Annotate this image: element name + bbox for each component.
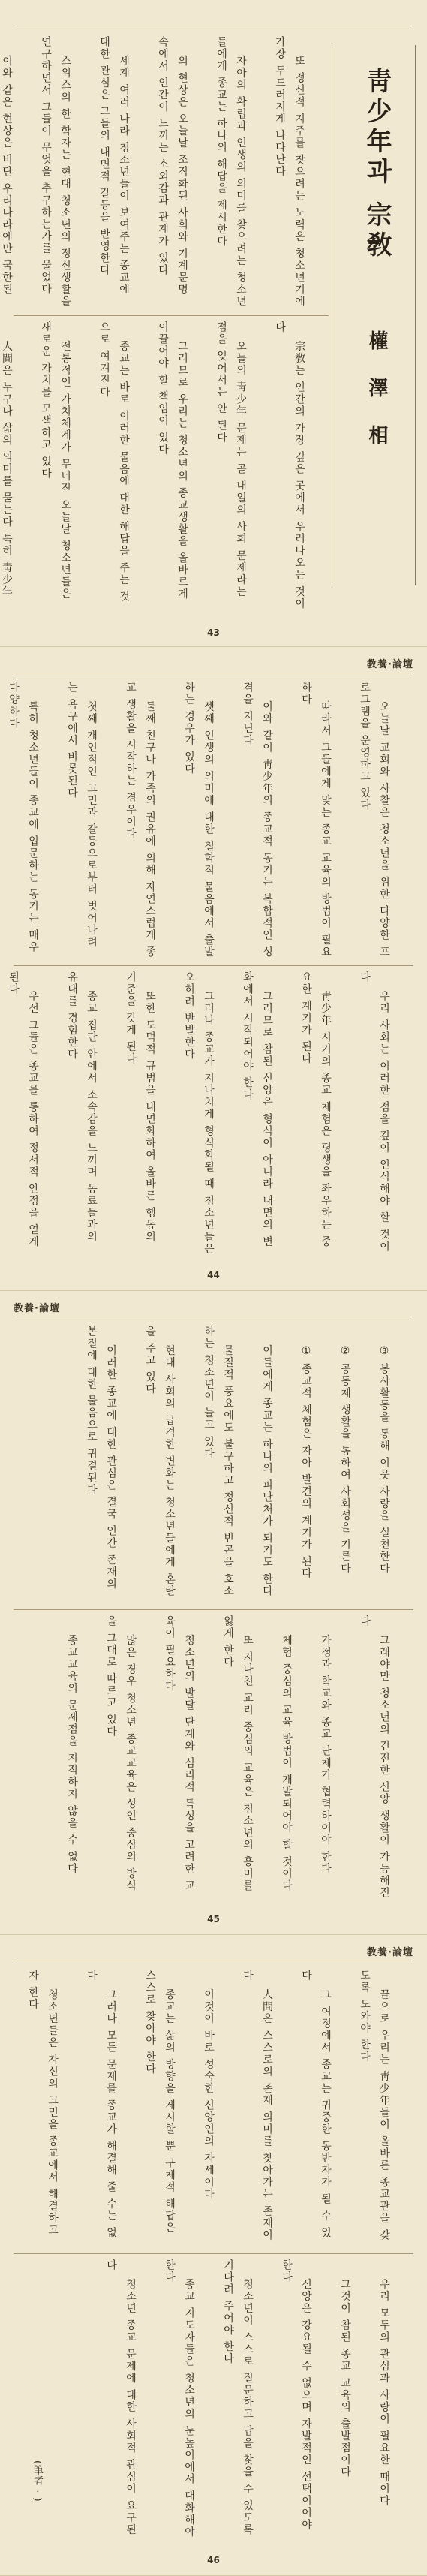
body-text: 의 현상은 오늘날 조직화된 사회와 기계문명 속에서 인간이 느끼는 소외감과 관계가 있다 <box>157 36 188 296</box>
body-text: 신앙은 강요될 수 없으며 자발적인 선택이어야 한다 <box>281 2259 312 2532</box>
body-text: 靑少年 시기의 종교 체험은 평생을 좌우하는 중요한 계기가 된다 <box>300 971 332 1248</box>
body-text: 그 여정에서 종교는 귀중한 동반자가 될 수 있다 <box>300 1970 332 2239</box>
body-text: 많은 경우 청소년 종교교육은 성인 중심의 방식을 그대로 따르고 있다 <box>105 1615 137 1892</box>
body-text: 人間은 누구나 삶의 의미를 묻는다 특히 靑少年 <box>1 340 13 598</box>
body-text: 그래야만 청소년의 건전한 신앙 생활이 가능해진다 <box>359 1615 390 1900</box>
body-text: 청소년이 스스로 질문하고 답을 찾을 수 있도록 기다려 주어야 한다 <box>222 2259 254 2536</box>
body-text: 그러나 모든 문제를 종교가 해결해 줄 수는 없다 <box>86 1970 117 2239</box>
body-text: 첫째 개인적인 고민과 갈등으로부터 벗어나려는 욕구에서 비롯된다 <box>66 682 98 949</box>
section-header: 教養·論壇 <box>367 1947 413 1958</box>
body-text: 오늘날 교회와 사찰은 청소년을 위한 다양한 프로그램을 운영하고 있다 <box>359 682 390 958</box>
body-text: 그것이 참된 종교 교육의 출발점이다 <box>339 2278 351 2478</box>
section-header: 教養·論壇 <box>367 659 413 670</box>
end-mark: (筆者 · ) <box>32 2460 43 2502</box>
body-text: 끝으로 우리는 靑少年들이 올바른 종교관을 갖도록 도와야 한다 <box>359 1970 390 2242</box>
page-number: 43 <box>207 627 220 638</box>
body-column-top <box>14 1970 413 2247</box>
body-text: 이것이 바로 성숙한 신앙인의 자세이다 <box>203 1988 215 2201</box>
body-column-bottom <box>8 971 413 1256</box>
body-text: 종교 집단 안에서 소속감을 느끼며 동료들과의 유대를 경험한다 <box>66 971 98 1244</box>
body-text: 이들에게 종교는 하나의 피난처가 되기도 한다 <box>261 1344 273 1598</box>
body-text: 스위스의 한 학자는 현대 청소년의 정신생활을 연구하면서 그들이 무엇을 추구하는가를 물었다 <box>40 36 71 308</box>
body-text: ③ 봉사활동을 통해 이웃 사랑을 실천한다 <box>378 1344 390 1575</box>
body-text: 종교는 바로 이러한 물음에 대한 해답을 주는 것으로 여겨진다 <box>98 321 130 603</box>
body-text: 세계 여러 나라 청소년들이 보여주는 종교에 대한 관심은 그들의 내면적 갈등을 반영한다 <box>98 36 130 296</box>
body-text: 자아의 확립과 인생의 의미를 찾으려는 청소년들에게 종교는 하나의 해답을 제시한다 <box>215 36 247 308</box>
body-text: 오늘의 靑少年 문제는 곧 내일의 사회 문제라는 점을 잊어서는 안 된다 <box>215 321 247 598</box>
body-text: 종교 지도자들은 청소년의 눈높이에서 대화해야 한다 <box>164 2259 195 2538</box>
body-text: ① 종교적 체험은 자아 발견의 계기가 된다 <box>300 1344 312 1580</box>
body-text: 둘째 친구나 가족의 권유에 의해 자연스럽게 종교 생활을 시작하는 경우이다 <box>125 682 156 958</box>
body-text: 우선 그들은 종교를 통하여 정서적 안정을 얻게 된다 <box>8 971 39 1248</box>
body-text: 우리 사회는 이러한 점을 깊이 인식해야 할 것이다 <box>359 971 390 1253</box>
body-text: 또 지나친 교리 중심의 교육은 청소년의 흥미를 잃게 한다 <box>222 1615 254 1892</box>
body-text: 종교는 삶의 방향을 제시할 뿐 구체적 해답은 스스로 찾아야 한다 <box>144 1970 176 2234</box>
body-text: 종교교육의 문제점을 지적하지 않을 수 없다 <box>66 1634 78 1876</box>
body-text: 셋째 인생의 의미에 대한 철학적 물음에서 출발하는 경우가 있다 <box>183 682 215 958</box>
body-column-bottom <box>98 2259 413 2544</box>
column-divider <box>14 315 329 316</box>
body-text: 물질적 풍요에도 불구하고 정신적 빈곤을 호소하는 청소년이 늘고 있다 <box>203 1326 234 1598</box>
page-number: 46 <box>207 2555 220 2565</box>
article-author: 權 澤 相 <box>365 330 388 456</box>
body-text: 청소년들은 자신의 고민을 종교에서 해결하고자 한다 <box>27 1970 59 2237</box>
body-column-top <box>14 1326 413 1603</box>
body-text: 전통적인 가치체계가 무너진 오늘날 청소년들은 새로운 가치를 모색하고 있다 <box>40 321 71 600</box>
body-text: 특히 청소년들이 종교에 입문하는 동기는 매우 다양하다 <box>8 682 39 954</box>
body-text: 현대 사회의 급격한 변화는 청소년들에게 혼란을 주고 있다 <box>144 1326 176 1598</box>
body-text: 宗敎는 인간의 가장 깊은 곳에서 우러나오는 것이다 <box>274 321 305 610</box>
body-text: 청소년의 발달 단계와 심리적 특성을 고려한 교육이 필요하다 <box>164 1615 195 1892</box>
page-46 <box>0 1935 427 2576</box>
body-text: 또 정신적 지주를 찾으려는 노력은 청소년기에 가장 두드러지게 나타난다 <box>274 36 305 308</box>
body-text: 人間은 스스로의 존재 의미를 찾아가는 존재이다 <box>242 1970 273 2242</box>
body-text: 또한 도덕적 규범을 내면화하여 올바른 행동의 기준을 갖게 된다 <box>125 971 156 1244</box>
body-text: 이와 같은 현상은 비단 우리나라에만 국한된 <box>1 55 13 296</box>
body-column-top <box>8 682 413 959</box>
page-43 <box>0 0 427 647</box>
body-text: 그러나 종교가 지나치게 형식화될 때 청소년들은 오히려 반발한다 <box>183 971 215 1256</box>
article-title: 靑少年과 宗敎 <box>362 68 392 261</box>
body-text: ② 공동체 생활을 통하여 사회성을 기른다 <box>339 1344 351 1575</box>
column-divider <box>14 2253 413 2254</box>
body-column-bottom <box>14 1615 413 1900</box>
body-text: 체험 중심의 교육 방법이 개발되어야 할 것이다 <box>281 1634 293 1892</box>
body-text: 가정과 학교와 종교 단체가 협력하여야 한다 <box>320 1634 332 1876</box>
body-text: 그러므로 우리는 청소년의 종교생활을 올바르게 이끌어야 할 책임이 있다 <box>157 321 188 600</box>
page-44 <box>0 647 427 1291</box>
page-number: 44 <box>207 1270 220 1280</box>
body-column-bottom <box>1 321 329 614</box>
body-text: 이와 같이 靑少年의 종교적 동기는 복합적인 성격을 지닌다 <box>242 682 273 958</box>
column-divider <box>14 965 413 966</box>
body-text: 이러한 종교에 대한 관심은 결국 인간 존재의 본질에 대한 물음으로 귀결된다 <box>86 1326 117 1590</box>
body-text: 청소년 종교 문제에 대한 사회적 관심이 요구된다 <box>105 2259 137 2536</box>
body-text: 그러므로 참된 신앙은 형식이 아니라 내면의 변화에서 시작되어야 한다 <box>242 971 273 1248</box>
body-text: 따라서 그들에게 맞는 종교 교육의 방법이 필요하다 <box>300 682 332 958</box>
section-header: 教養·論壇 <box>14 1303 60 1314</box>
column-divider <box>14 1609 413 1610</box>
body-text: 우리 모두의 관심과 사랑이 필요한 때이다 <box>378 2278 390 2508</box>
page-number: 45 <box>207 1914 220 1924</box>
body-column-top <box>1 36 329 310</box>
page-45 <box>0 1291 427 1935</box>
